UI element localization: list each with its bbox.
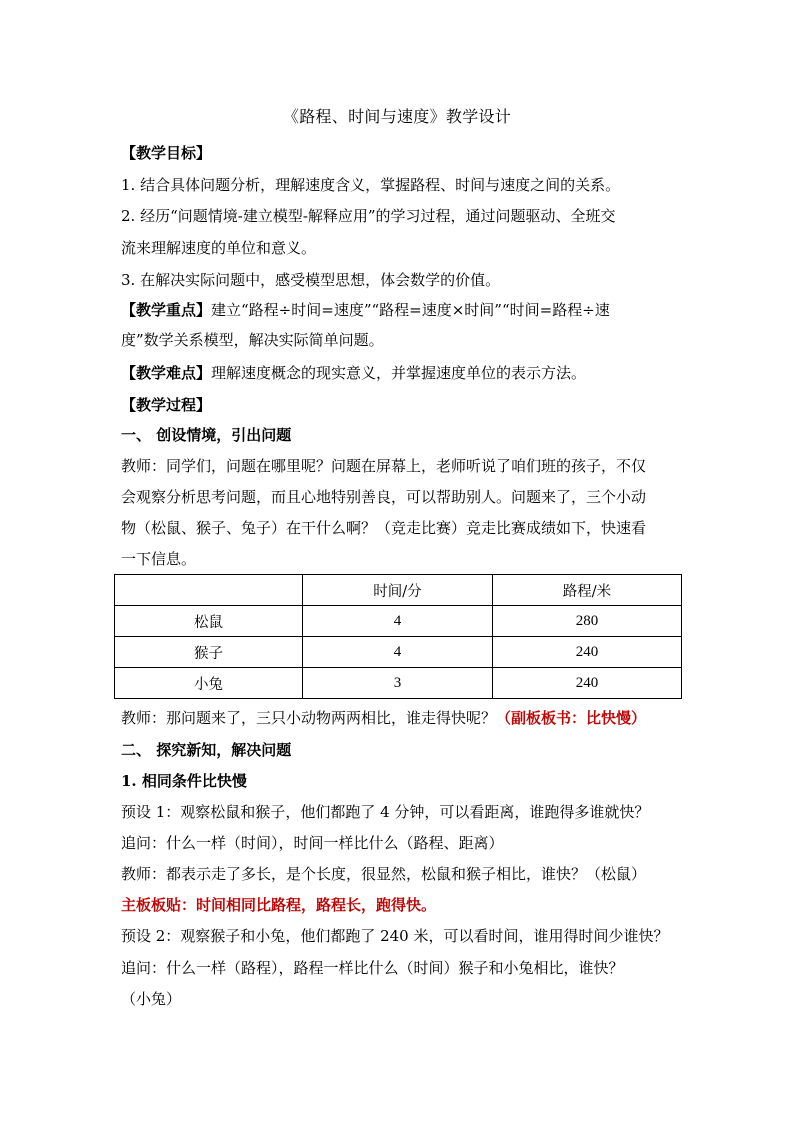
teacher-intro-line1: 教师：同学们，问题在哪里呢？问题在屏幕上，老师听说了咱们班的孩子，不仅 xyxy=(121,457,647,475)
table-row xyxy=(115,606,682,637)
table-cell: 猴子 xyxy=(115,637,303,668)
section1-heading: 一、 创设情境，引出问题 xyxy=(121,426,292,444)
teacher-question-text: 教师：那问题来了，三只小动物两两相比，谁走得快呢？ xyxy=(121,709,497,727)
difficulty-label: 【教学难点】 xyxy=(121,364,212,382)
table-cell: 小兔 xyxy=(115,668,303,699)
teacher-question-line xyxy=(121,708,681,728)
table-cell: 240 xyxy=(493,668,682,699)
table-cell: 4 xyxy=(303,637,493,668)
teacher-2: 教师：都表示走了多长，是个长度，很显然，松鼠和猴子相比，谁快？（松鼠） xyxy=(121,865,647,883)
table-header-cell xyxy=(115,575,303,606)
table-header-cell: 时间/分 xyxy=(303,575,493,606)
side-board-note: （副板板书：比快慢） xyxy=(496,709,647,727)
key-points-line2: 度”数学关系模型，解决实际简单问题。 xyxy=(121,331,384,349)
table-cell: 松鼠 xyxy=(115,606,303,637)
section2-heading: 二、 探究新知，解决问题 xyxy=(121,741,292,759)
teacher-intro-line4: 一下信息。 xyxy=(121,550,197,568)
table-header-row xyxy=(115,575,682,606)
table-row xyxy=(115,637,682,668)
main-board-note: 主板板贴：时间相同比路程，路程长，跑得快。 xyxy=(121,896,437,914)
teacher-intro-line3: 物（松鼠、猴子、兔子）在干什么啊？（竞走比赛）竞走比赛成绩如下，快速看 xyxy=(121,519,647,537)
key-points-line1 xyxy=(121,300,681,320)
objectives-heading: 【教学目标】 xyxy=(121,144,212,162)
objective-1: 1. 结合具体问题分析，理解速度含义，掌握路程、时间与速度之间的关系。 xyxy=(121,176,621,194)
document-title: 《路程、时间与速度》教学设计 xyxy=(282,107,512,126)
followup-1: 追问：什么一样（时间），时间一样比什么（路程、距离） xyxy=(121,834,504,852)
table-header-cell: 路程/米 xyxy=(493,575,682,606)
process-heading: 【教学过程】 xyxy=(121,396,212,414)
table-cell: 280 xyxy=(493,606,682,637)
objective-2-line1: 2. 经历“问题情境-建立模型-解释应用”的学习过程，通过问题驱动、全班交 xyxy=(121,207,616,225)
followup-2-line1: 追问：什么一样（路程），路程一样比什么（时间）猴子和小兔相比，谁快？ xyxy=(121,959,624,977)
table-cell: 240 xyxy=(493,637,682,668)
table-cell: 4 xyxy=(303,606,493,637)
difficulty-text: 理解速度概念的现实意义，并掌握速度单位的表示方法。 xyxy=(211,364,587,382)
objective-3: 3. 在解决实际问题中，感受模型思想，体会数学的价值。 xyxy=(121,271,501,289)
table-row xyxy=(115,668,682,699)
race-results-table xyxy=(114,574,682,699)
followup-2-line2: （小兔） xyxy=(121,990,182,1008)
preset-1: 预设 1：观察松鼠和猴子，他们都跑了 4 分钟，可以看距离，谁跑得多谁就快？ xyxy=(121,803,650,821)
sub1-heading: 1. 相同条件比快慢 xyxy=(121,772,247,790)
table-cell: 3 xyxy=(303,668,493,699)
objective-2-line2: 流来理解速度的单位和意义。 xyxy=(121,239,317,257)
key-points-text: 建立“路程÷时间=速度”“路程=速度×时间”“时间=路程÷速 xyxy=(211,301,610,319)
preset-2: 预设 2：观察猴子和小兔，他们都跑了 240 米，可以看时间，谁用得时间少谁快？ xyxy=(121,927,669,945)
key-points-label: 【教学重点】 xyxy=(121,301,212,319)
difficulty-line xyxy=(121,363,681,383)
teacher-intro-line2: 会观察分析思考问题，而且心地特别善良，可以帮助别人。问题来了，三个小动 xyxy=(121,488,647,506)
